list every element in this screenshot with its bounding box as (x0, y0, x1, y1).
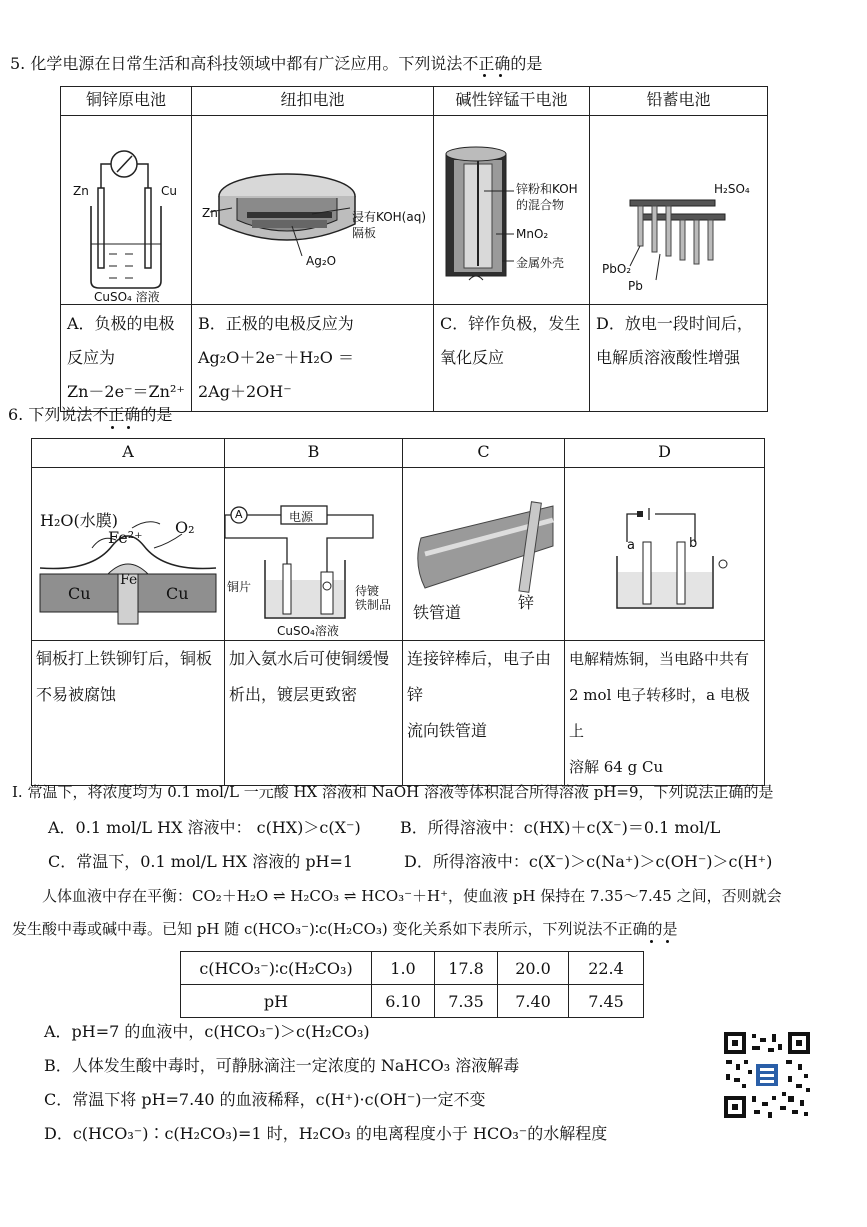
q6-option-d: 电解精炼铜，当电路中共有 2 mol 电子转移时，a 电极上 溶解 64 g Cu (565, 641, 765, 786)
q5-header-c: 碱性锌锰干电池 (434, 87, 590, 116)
qr-code-icon (722, 1030, 812, 1120)
emphasis-dot (111, 426, 114, 429)
alkaline-cell-diagram (434, 116, 589, 304)
q7-option-a: A．0.1 mol/L HX 溶液中： c(HX)＞c(X⁻) (48, 818, 361, 837)
emphasis-dot (499, 74, 502, 77)
electrolysis-diagram (565, 468, 764, 640)
q6-option-c: 连接锌棒后，电子由锌 流向铁管道 (403, 641, 565, 786)
q8-option-d: D．c(HCO₃⁻)∶c(H₂CO₃)=1 时，H₂CO₃ 的电离程度小于 HCO₃⁻的水解程度 (44, 1124, 608, 1143)
ph-table (180, 951, 644, 1018)
q6-table: A B C D H₂O(水膜) Fe²⁺ O₂ Cu Cu Fe A 电源 铜片 待镀 铁制品 CuSO₄溶液 铁管道 锌 a b 铜板打上铁铆钉后，铜板 不易被腐蚀 加入氨水后可使铜缓慢 析出，镀层更致密 连接锌棒后，电子由锌 流向铁管道 电解精炼铜，当电路中共有 2 mol 电子转移时，a 电极上 溶解 64 g Cu (31, 438, 765, 786)
button-cell-figure: Zn 浸有KOH(aq) 隔板 Ag₂O (192, 116, 433, 304)
ph-row: pH 6.10 7.35 7.40 7.45 (181, 985, 644, 1018)
cu-zn-cell-figure: Zn Cu CuSO₄ 溶液 (61, 116, 191, 304)
ratio-row: c(HCO₃⁻)∶c(H₂CO₃) 1.0 17.8 20.0 22.4 (181, 952, 644, 985)
emphasis-dot (127, 426, 130, 429)
q5-option-b: B．正极的电极反应为 Ag₂O＋2e⁻＋H₂O ＝ 2Ag＋2OH⁻ (192, 305, 434, 412)
cu-fe-rivet-figure: H₂O(水膜) Fe²⁺ O₂ Cu Cu Fe (32, 468, 224, 640)
q8-stem-line2: 发生酸中毒或碱中毒。已知 pH 随 c(HCO₃⁻)∶c(H₂CO₃) 变化关系如下表所示，下列说法不正确的是 (12, 920, 678, 938)
q5-header-b: 纽扣电池 (192, 87, 434, 116)
q7-option-b: B．所得溶液中：c(HX)＋c(X⁻)＝0.1 mol/L (400, 818, 721, 837)
pipe-zinc-figure: 铁管道 锌 (403, 468, 564, 640)
cu-zn-cell-diagram (61, 116, 191, 304)
electrolysis-figure: a b (565, 468, 764, 640)
alkaline-cell-figure: 锌粉和KOH 的混合物 MnO₂ 金属外壳 (434, 116, 589, 304)
q8-option-b: B．人体发生酸中毒时，可静脉滴注一定浓度的 NaHCO₃ 溶液解毒 (44, 1056, 520, 1075)
q8-option-c: C．常温下将 pH=7.40 的血液稀释，c(H⁺)·c(OH⁻)一定不变 (44, 1090, 486, 1109)
q7-option-c: C．常温下，0.1 mol/L HX 溶液的 pH=1 (48, 852, 354, 871)
q8-option-a: A．pH=7 的血液中，c(HCO₃⁻)＞c(H₂CO₃) (44, 1022, 370, 1041)
q6-option-b: 加入氨水后可使铜缓慢 析出，镀层更致密 (225, 641, 403, 786)
q5-header-d: 铅蓄电池 (590, 87, 768, 116)
emphasis-dot (483, 74, 486, 77)
q5-option-d: D．放电一段时间后， 电解质溶液酸性增强 (590, 305, 768, 412)
q7-stem: I. 常温下，将浓度均为 0.1 mol/L 一元酸 HX 溶液和 NaOH 溶液等体积混合所得溶液 pH=9，下列说法正确的是 (12, 783, 774, 801)
q5-stem: 5. 化学电源在日常生活和高科技领域中都有广泛应用。下列说法不正确的是 (10, 54, 543, 73)
q5-table (60, 86, 768, 412)
q6-stem: 6. 下列说法不正确的是 (8, 405, 173, 424)
q5-option-a: A．负极的电极 反应为 Zn－2e⁻＝Zn²⁺ (61, 305, 192, 412)
lead-acid-figure: H₂SO₄ PbO₂ Pb (590, 116, 767, 304)
q6-option-a: 铜板打上铁铆钉后，铜板 不易被腐蚀 (32, 641, 225, 786)
q8-stem-line1: 人体血液中存在平衡：CO₂＋H₂O ⇌ H₂CO₃ ⇌ HCO₃⁻＋H⁺，使血液 pH 保持在 7.35～7.45 之间，否则就会 (42, 887, 782, 905)
q5-header-a: 铜锌原电池 (61, 87, 192, 116)
emphasis-dot (666, 940, 669, 943)
rivet-diagram (32, 468, 224, 640)
q7-option-d: D．所得溶液中：c(X⁻)＞c(Na⁺)＞c(OH⁻)＞c(H⁺) (404, 852, 773, 871)
electroplating-figure: A 电源 铜片 待镀 铁制品 CuSO₄溶液 (225, 468, 402, 640)
q5-option-c: C．锌作负极，发生 氧化反应 (434, 305, 590, 412)
electroplating-diagram (225, 468, 402, 640)
emphasis-dot (650, 940, 653, 943)
qr-code[interactable] (722, 1030, 812, 1120)
